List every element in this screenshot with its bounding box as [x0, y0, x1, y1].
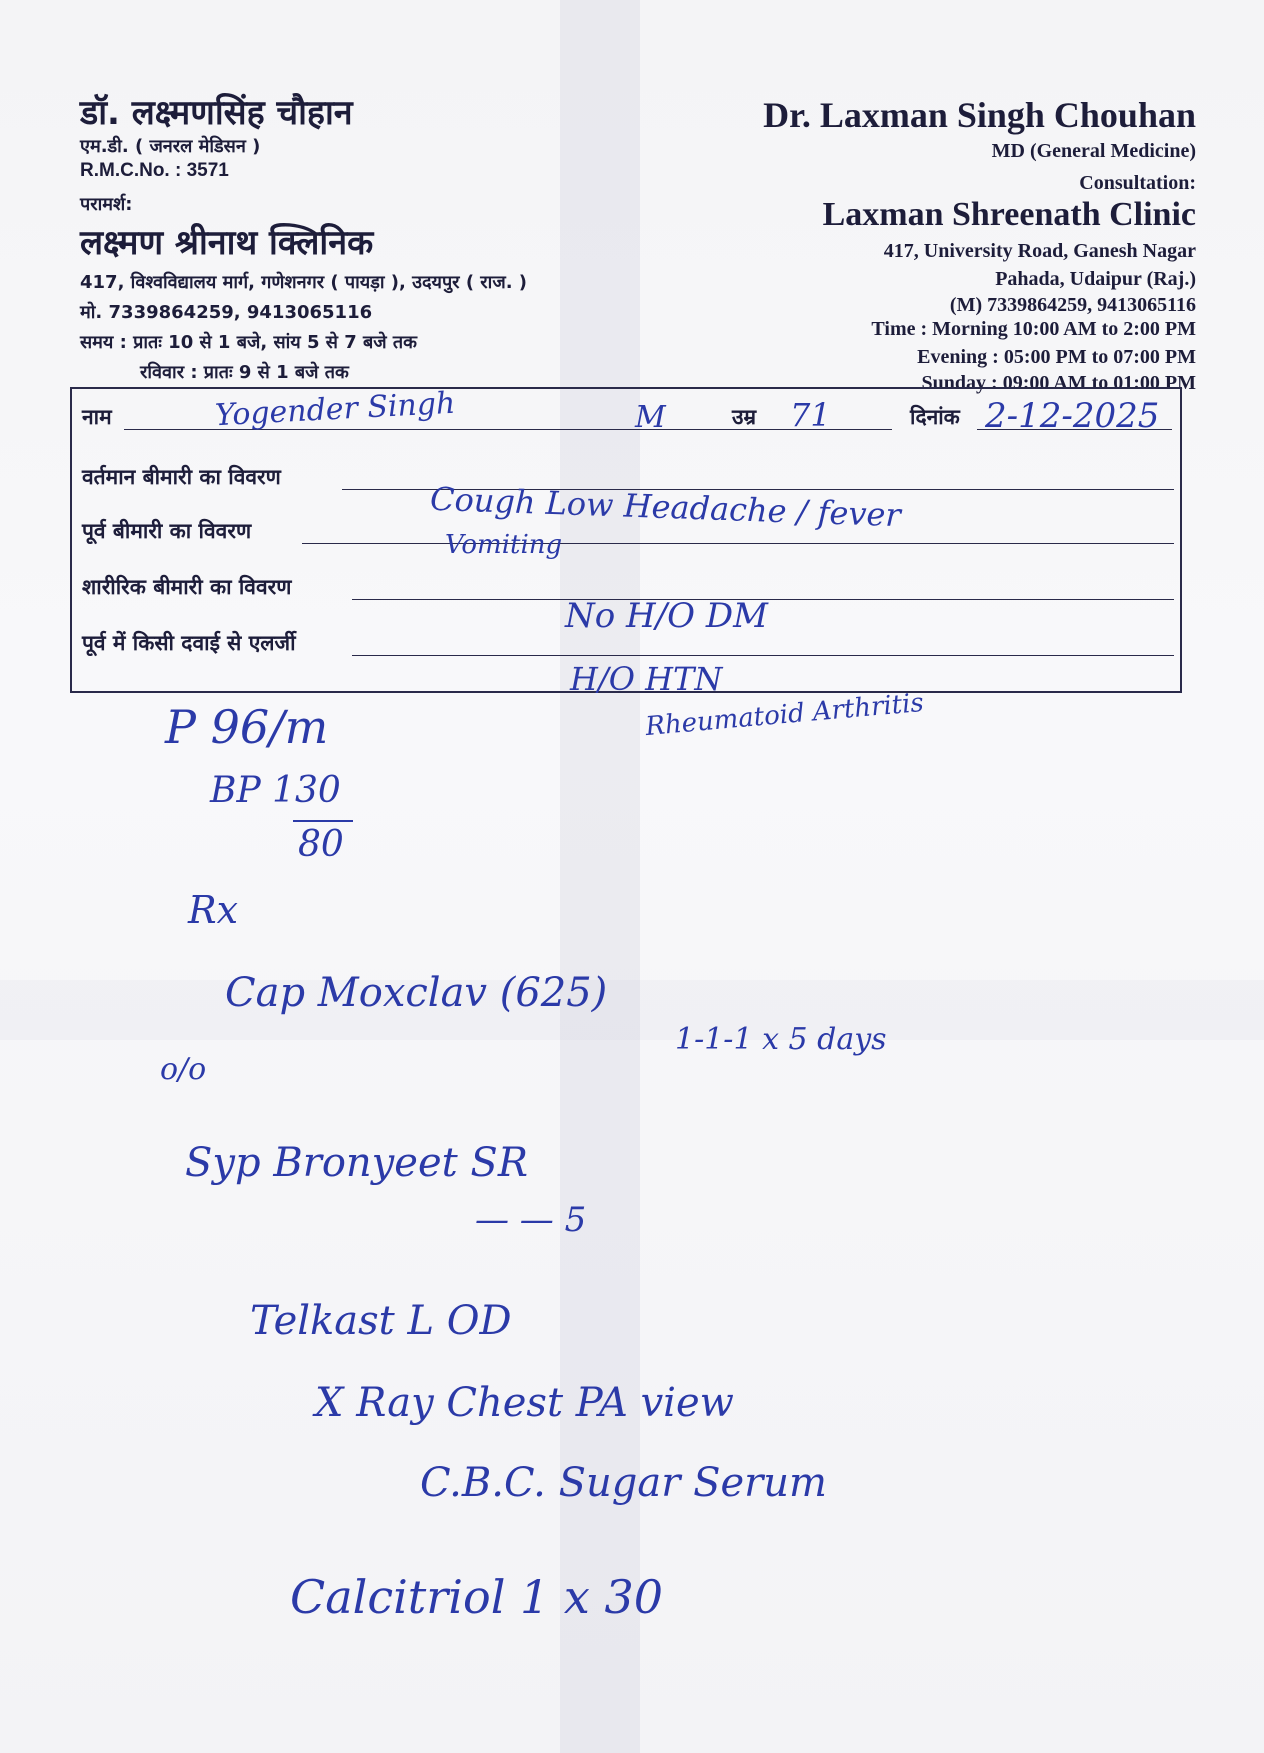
visit-date-handwritten: 2-12-2025	[985, 396, 1160, 436]
rx-symbol: Rx	[188, 888, 239, 932]
medicine-2: Syp Bronyeet SR	[185, 1140, 528, 1186]
clinic-name-hindi: लक्ष्मण श्रीनाथ क्लिनिक	[80, 223, 374, 263]
medicine-1-note: o/o	[160, 1052, 207, 1087]
patient-name-handwritten: Yogender Singh	[214, 385, 457, 434]
medicine-4: Calcitriol 1 x 30	[290, 1570, 664, 1624]
past-illness-label: पूर्व बीमारी का विवरण	[82, 519, 252, 543]
past-illness-line	[302, 543, 1174, 544]
mobile-hindi: मो. 7339864259, 9413065116	[80, 302, 373, 323]
investigation-2: C.B.C. Sugar Serum	[420, 1460, 827, 1506]
history-line2: H/O HTN	[570, 660, 723, 698]
history-line3: Rheumatoid Arthritis	[644, 687, 925, 743]
clinic-name-english: Laxman Shreenath Clinic	[822, 196, 1196, 233]
medicine-3: Telkast L OD	[250, 1298, 512, 1344]
rmc-number: R.M.C.No. : 3571	[80, 160, 229, 181]
allergy-line	[352, 655, 1174, 656]
bp-diastolic: 80	[298, 824, 344, 865]
date-label: दिनांक	[910, 405, 960, 429]
age-label: उम्र	[732, 405, 757, 429]
consultation-english: Consultation:	[1079, 172, 1196, 194]
complaint-line1: Cough Low Headache / fever	[429, 479, 902, 535]
allergy-label: पूर्व में किसी दवाई से एलर्जी	[82, 631, 296, 655]
timing-hindi: समय : प्रातः 10 से 1 बजे, सांय 5 से 7 बजे तक	[80, 332, 417, 353]
medicine-2-dose: — — 5	[475, 1200, 587, 1240]
mobile-english: (M) 7339864259, 9413065116	[949, 294, 1196, 316]
bp-systolic: BP 130	[210, 770, 341, 811]
current-illness-label: वर्तमान बीमारी का विवरण	[82, 465, 281, 489]
timing-sunday: Sunday : 09:00 AM to 01:00 PM	[921, 372, 1196, 394]
sunday-timing-hindi: रविवार : प्रातः 9 से 1 बजे तक	[140, 362, 349, 383]
timing-morning: Time : Morning 10:00 AM to 2:00 PM	[871, 318, 1196, 340]
bp-divider	[293, 820, 353, 822]
degree-hindi: एम.डी. ( जनरल मेडिसन )	[80, 136, 261, 157]
address-line2-english: Pahada, Udaipur (Raj.)	[995, 268, 1196, 290]
paper-fold	[0, 980, 1264, 1040]
complaint-line2: Vomiting	[445, 530, 563, 560]
degree-english: MD (General Medicine)	[991, 140, 1196, 162]
patient-age-handwritten: 71	[790, 396, 831, 434]
medicine-1: Cap Moxclav (625)	[225, 970, 608, 1016]
medicine-1-dose: 1-1-1 x 5 days	[675, 1022, 887, 1057]
address-line1-english: 417, University Road, Ganesh Nagar	[883, 240, 1196, 262]
history-line1: No H/O DM	[565, 596, 768, 636]
address-hindi: 417, विश्वविद्यालय मार्ग, गणेशनगर ( पायड़ा ), उदयपुर ( राज. )	[80, 272, 528, 293]
timing-evening: Evening : 05:00 PM to 07:00 PM	[917, 346, 1196, 368]
consultation-hindi: परामर्श:	[80, 194, 133, 215]
physical-illness-label: शारीरिक बीमारी का विवरण	[82, 575, 292, 599]
investigation-1: X Ray Chest PA view	[315, 1380, 734, 1426]
name-label: नाम	[82, 405, 112, 429]
doctor-name-hindi: डॉ. लक्ष्मणसिंह चौहान	[80, 93, 353, 133]
doctor-name-english: Dr. Laxman Singh Chouhan	[763, 95, 1196, 135]
patient-sex-handwritten: M	[635, 400, 666, 435]
pulse-reading: P 96/m	[165, 700, 329, 754]
